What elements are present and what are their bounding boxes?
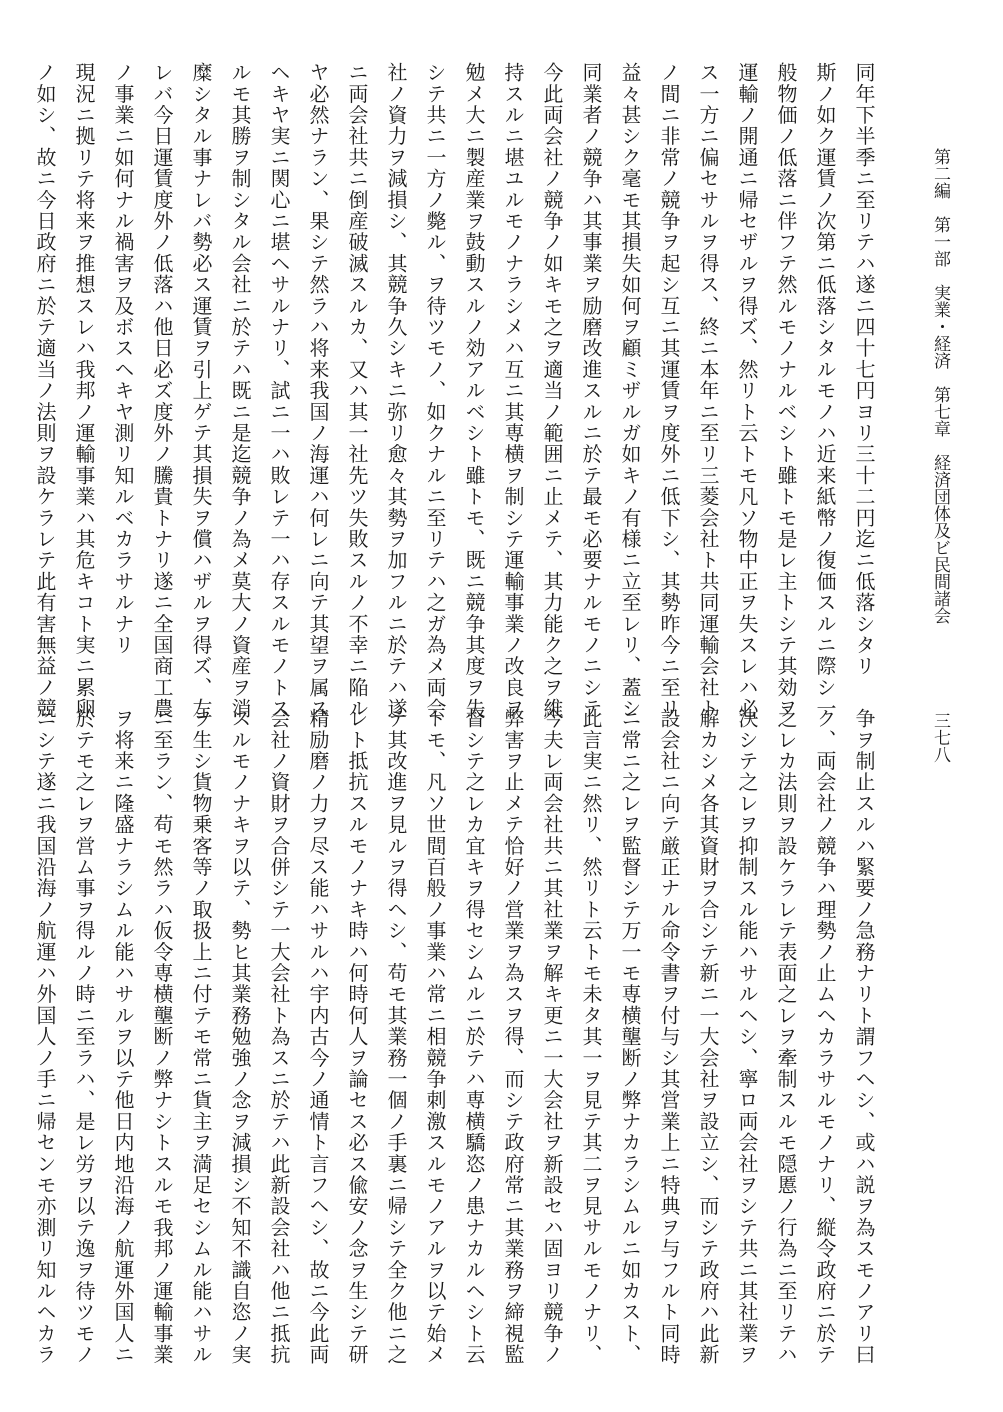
text-column: 同年下半季ニ至リテハ遂ニ四十七円ヨリ三十二円迄ニ低落シタリ (852, 62, 876, 677)
text-column: ルモ其勝ヲ制シタル会社ニ於テハ既ニ是迄競争ノ為メ莫大ノ資産ヲ消 (228, 62, 252, 720)
text-column: 糜シタル事ナレバ勢必ス運賃ヲ引上ゲテ其損失ヲ償ハザルヲ得ズ、左 (189, 62, 213, 720)
text-column: ク、両会社ノ競争ハ理勢ノ止ムヘカラサルモノナリ、縦令政府ニ於テ (813, 708, 837, 1366)
text-column: ヘキヤ実ニ関心ニ堪ヘサルナリ、試ニ一ハ敗レテ一ハ存スルモノトス (267, 62, 291, 720)
text-column: 社ノ資力ヲ減損シ、其競争久シキニ弥リ愈々其勢ヲ加フルニ於テハ遂 (384, 62, 408, 720)
text-column: 解カシメ各其資財ヲ合シテ新ニ一大会社ヲ設立シ、而シテ政府ハ此新 (696, 708, 720, 1366)
text-column: 運輸ノ開通ニ帰セザルヲ得ズ、然リト云トモ凡ソ物中正ヲ失スレハ必 (735, 62, 759, 720)
text-column: ノ間ニ非常ノ競争ヲ起シ互ニ其運賃ヲ度外ニ低下シ、其勢昨今ニ至リ (657, 62, 681, 720)
text-column: レト抵抗スルモノナキ時ハ何時何人ヲ論セス必ス偸安ノ念ヲ生シテ研 (345, 708, 369, 1366)
text-column: 現況ニ拠リテ将来ヲ推想スレハ我邦ノ運輸事業ハ其危キコト実ニ累卵 (72, 62, 96, 720)
text-column: 般物価ノ低落ニ伴フテ然ルモノナルベシト雖トモ是レ主トシテ其効ヲ (774, 62, 798, 720)
text-column: 斯ノ如ク運賃ノ次第ニ低落シタルモノハ近来紙幣ノ復価スルニ際シ一 (813, 62, 837, 720)
text-column: 益々甚シク毫モ其損失如何ヲ顧ミザルガ如キノ有様ニ立至レリ、蓋シ (618, 62, 642, 720)
text-column: 設会社ニ向テ厳正ナル命令書ヲ付与シ其営業上ニ特典ヲ与フルト同時 (657, 708, 681, 1366)
text-column: ニ両会社共ニ倒産破滅スルカ、又ハ其一社先ツ失敗スルノ不幸ニ陥ル (345, 62, 369, 720)
text-column: 督シテ之レカ宜キヲ得セシムルニ於テハ専横驕恣ノ患ナカルヘシト云 (462, 708, 486, 1366)
text-column: トモ、凡ソ世間百般ノ事業ハ常ニ相競争刺激スルモノアルヲ以テ始メ (423, 708, 447, 1366)
text-column: テ其改進ヲ見ルヲ得ヘシ、苟モ其業務一個ノ手裏ニ帰シテ全ク他ニ之 (384, 708, 408, 1366)
text-column: ヤ必然ナラン、果シテ然ラハ将来我国ノ海運ハ何レニ向テ其望ヲ属ス (306, 62, 330, 720)
text-column: 持スルニ堪ユルモノナラシメハ互ニ其専横ヲ制シテ運輸事業ノ改良ヲ (501, 62, 525, 720)
text-column: 同業者ノ競争ハ其事業ヲ励磨改進スルニ於テ最モ必要ナルモノニシテ (579, 62, 603, 720)
text-column: 争ヲ制止スルハ緊要ノ急務ナリト謂フヘシ、或ハ説ヲ為スモノアリ曰 (852, 708, 876, 1366)
text-column: ニ常ニ之レヲ監督シテ万一モ専横壟断ノ弊ナカラシムルニ如カスト、 (618, 708, 642, 1366)
text-column: 今此両会社ノ競争ノ如キモ之ヲ適当ノ範囲ニ止メテ、其力能ク之ヲ維 (540, 62, 564, 720)
text-column: 弊害ヲ止メテ恰好ノ営業ヲ為スヲ得、而シテ政府常ニ其業務ヲ締視監 (501, 708, 525, 1366)
text-column: 精励磨ノ力ヲ尽ス能ハサルハ宇内古今ノ通情ト言フヘシ、故ニ今此両 (306, 708, 330, 1366)
text-column: スルモノナキヲ以テ、勢ヒ其業務勉強ノ念ヲ減損シ不知不識自恣ノ実 (228, 708, 252, 1366)
text-column: ヲ生シ貨物乗客等ノ取扱上ニ付テモ常ニ貨主ヲ満足セシムル能ハサル (189, 708, 213, 1366)
page-number: 三七八 (930, 712, 950, 763)
text-column: ノ如シ、故ニ今日政府ニ於テ適当ノ法則ヲ設ケラレテ此有害無益ノ競 (33, 62, 57, 720)
text-column: 於テモ之レヲ営ム事ヲ得ルノ時ニ至ラハ、是レ労ヲ以テ逸ヲ待ツモノ (72, 708, 96, 1366)
text-column: ス一方ニ偏セサルヲ得ス、終ニ本年ニ至リ三菱会社ト共同運輸会社ト (696, 62, 720, 720)
text-column: 今夫レ両会社共ニ其社業ヲ解キ更ニ一大会社ヲ新設セハ固ヨリ競争ノ (540, 708, 564, 1366)
text-column: ニ至ラン、苟モ然ラハ仮令専横壟断ノ弊ナシトスルモ我邦ノ運輸事業 (150, 708, 174, 1366)
running-head: 第二編 第一部 実業・経済 第七章 経済団体及ビ民間諸会 (930, 148, 950, 624)
text-column: 勉メ大ニ製産業ヲ鼓動スルノ効アルベシト雖トモ、既ニ競争其度ヲ失 (462, 62, 486, 720)
text-column: ニシテ遂ニ我国沿海ノ航運ハ外国人ノ手ニ帰センモ亦測リ知ルヘカラ (33, 708, 57, 1366)
text-column: 之レカ法則ヲ設ケラレテ表面之レヲ牽制スルモ隠慝ノ行為ニ至リテハ (774, 708, 798, 1366)
text-column: シテ共ニ一方ノ斃ル、ヲ待ツモノ、如クナルニ至リテハ之ガ為メ両会 (423, 62, 447, 720)
text-column: レバ今日運賃度外ノ低落ハ他日必ズ度外ノ騰貴トナリ遂ニ全国商工農 (150, 62, 174, 720)
text-column: 会社ノ資財ヲ合併シテ一大会社ト為スニ於テハ此新設会社ハ他ニ抵抗 (267, 708, 291, 1366)
text-column: ヲ将来ニ隆盛ナラシムル能ハサルヲ以テ他日内地沿海ノ航運外国人ニ (111, 708, 135, 1366)
text-column: 此言実ニ然リ、然リト云トモ未タ其一ヲ見テ其二ヲ見サルモノナリ、 (579, 708, 603, 1366)
text-column: 決シテ之レヲ抑制スル能ハサルヘシ、寧ロ両会社ヲシテ共ニ其社業ヲ (735, 708, 759, 1366)
text-column: ノ事業ニ如何ナル禍害ヲ及ボスヘキヤ測リ知ルベカラサルナリ (111, 62, 135, 656)
text-block-lower (33, 708, 883, 1366)
text-block-upper (33, 62, 883, 720)
